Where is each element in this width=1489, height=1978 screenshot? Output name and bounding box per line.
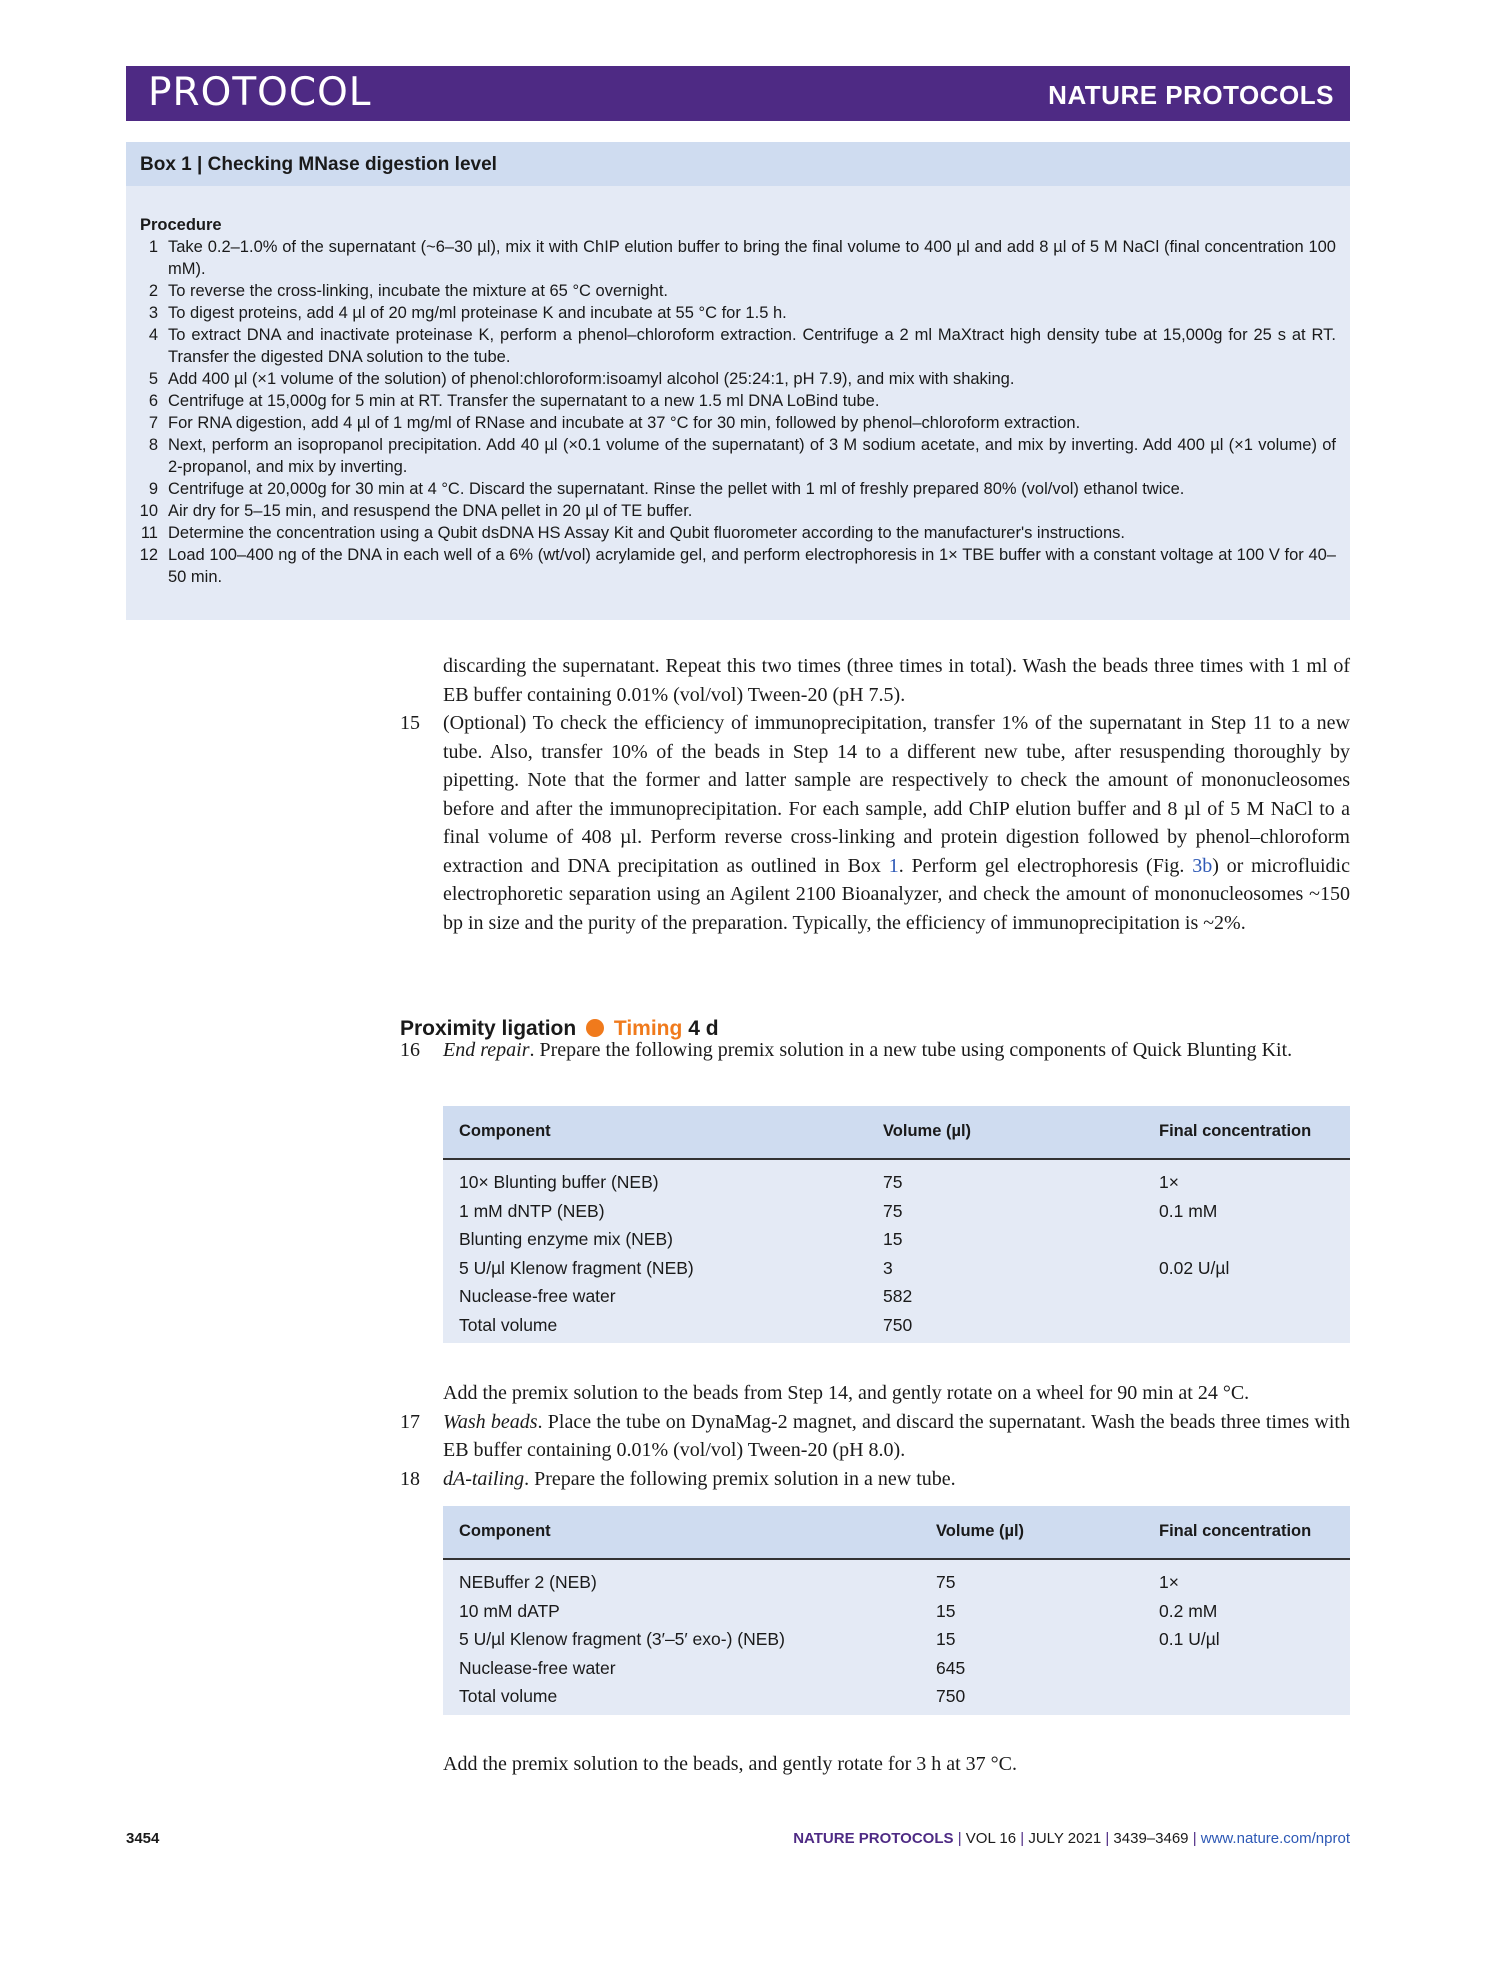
main-text-block-3 xyxy=(400,1750,1350,1779)
column-header: Component xyxy=(459,1522,551,1540)
step-number: 4 xyxy=(148,326,158,344)
table-cell: 75 xyxy=(883,1200,903,1221)
table-cell: 0.1 mM xyxy=(1159,1200,1218,1221)
step-15-text-3: ) or microfluidic electrophoretic separation using an Agilent 2100 Bioanalyzer, and check the amount of mononucleosomes ~150 bp in size and the purity of the preparation. Typically, the efficiency of immunoprecipitation is ~2%. xyxy=(443,854,1350,934)
header-band xyxy=(126,66,1350,121)
footer-citation xyxy=(793,1830,1350,1847)
step-text: Take 0.2–1.0% of the supernatant (~6–30 µl), mix it with ChIP elution buffer to bring the final volume to 400 µl and add 8 µl of 5 M NaCl (final concentration 100 mM). xyxy=(168,238,1336,278)
procedure-step xyxy=(126,280,1350,302)
step-18 xyxy=(400,1465,1350,1494)
procedure-step xyxy=(126,522,1350,544)
column-header: Component xyxy=(459,1122,551,1140)
table-cell: Total volume xyxy=(459,1314,558,1335)
step-text: To digest proteins, add 4 µl of 20 mg/ml proteinase K and incubate at 55 °C for 1.5 h. xyxy=(168,304,787,322)
table-row xyxy=(443,1658,1350,1686)
table-cell: 1× xyxy=(1159,1172,1179,1192)
table-row xyxy=(443,1601,1350,1629)
timing-dot-icon xyxy=(586,1019,604,1037)
timing-label: Timing xyxy=(613,1017,683,1040)
section-label: PROTOCOL xyxy=(148,70,372,115)
table-cell: Total volume xyxy=(459,1686,558,1706)
procedure-step xyxy=(126,390,1350,412)
step-number: 1 xyxy=(148,238,158,256)
step-text: Next, perform an isopropanol precipitation. Add 40 µl (×0.1 volume of the supernatant) of 3 M sodium acetate, and mix by inverting. Add 400 µl (×1 volume) of 2-propanol, and mix by inverting. xyxy=(168,436,1336,476)
box-1-link[interactable]: 1 xyxy=(888,854,899,877)
footer-separator: | xyxy=(1020,1830,1025,1847)
table-end-repair xyxy=(443,1106,1350,1343)
column-header: Final concentration xyxy=(1159,1122,1312,1140)
procedure-step xyxy=(126,236,1350,280)
figure-3b-link[interactable]: 3b xyxy=(1192,854,1213,877)
step-number: 12 xyxy=(139,546,158,564)
procedure-step xyxy=(126,544,1350,588)
table-row xyxy=(443,1286,1350,1314)
step-number: 2 xyxy=(148,282,158,300)
procedure-heading: Procedure xyxy=(140,216,222,234)
step-15-text-2: . Perform gel electrophoresis (Fig. xyxy=(898,854,1193,877)
column-header: Final concentration xyxy=(1159,1522,1312,1540)
box-title: Box 1 | Checking MNase digestion level xyxy=(140,154,497,175)
footer-date: JULY 2021 xyxy=(1028,1830,1102,1847)
table-cell: 75 xyxy=(883,1172,903,1192)
table-cell: 645 xyxy=(936,1657,966,1678)
procedure-step xyxy=(126,302,1350,324)
step-text: Load 100–400 ng of the DNA in each well of a 6% (wt/vol) acrylamide gel, and perform electrophoresis in 1× TBE buffer with a constant voltage at 100 V for 40–50 min. xyxy=(168,546,1336,586)
step-17-text: . Place the tube on DynaMag-2 magnet, and discard the supernatant. Wash the beads three times with EB buffer containing 0.01% (vol/vol) Tween-20 (pH 8.0). xyxy=(443,1410,1350,1461)
step-16-text: . Prepare the following premix solution in a new tube using components of Quick Blunting Kit. xyxy=(529,1039,1293,1061)
step-number: 18 xyxy=(400,1467,420,1490)
footer-separator: | xyxy=(1105,1830,1110,1847)
table-row xyxy=(443,1172,1350,1200)
box-1 xyxy=(126,142,1350,620)
table-cell: Nuclease-free water xyxy=(459,1657,616,1678)
main-text-block-1 xyxy=(400,652,1350,937)
journal-title: NATURE PROTOCOLS xyxy=(1048,80,1334,110)
table-cell: 0.02 U/µl xyxy=(1159,1257,1230,1278)
after-table-2 xyxy=(400,1750,1350,1779)
table-da-tailing xyxy=(443,1506,1350,1715)
column-header: Volume (µl) xyxy=(936,1522,1025,1540)
step-text: Centrifuge at 20,000g for 30 min at 4 °C. Discard the supernatant. Rinse the pellet with 1 ml of freshly prepared 80% (vol/vol) ethanol twice. xyxy=(168,480,1185,498)
after-table-1 xyxy=(400,1379,1350,1408)
table-cell: 1 mM dNTP (NEB) xyxy=(459,1200,605,1221)
step-number: 10 xyxy=(139,502,158,520)
footer-volume: VOL 16 xyxy=(965,1830,1017,1847)
table-row xyxy=(443,1315,1350,1343)
step-text: Air dry for 5–15 min, and resuspend the DNA pellet in 20 µl of TE buffer. xyxy=(168,502,693,520)
step-16-block xyxy=(400,1036,1350,1065)
table-cell: 1× xyxy=(1159,1572,1179,1592)
step-number: 7 xyxy=(148,414,158,432)
after-table-2-text: Add the premix solution to the beads, and gently rotate for 3 h at 37 °C. xyxy=(443,1753,1017,1775)
step-text: To reverse the cross-linking, incubate the mixture at 65 °C overnight. xyxy=(168,282,669,300)
table-row xyxy=(443,1258,1350,1286)
table-cell: 10× Blunting buffer (NEB) xyxy=(459,1172,659,1192)
step-number: 9 xyxy=(148,480,158,498)
step-18-text: . Prepare the following premix solution in a new tube. xyxy=(524,1467,956,1490)
table-cell: 3 xyxy=(883,1257,893,1278)
footer-separator: | xyxy=(1192,1830,1197,1847)
table-cell: Nuclease-free water xyxy=(459,1286,616,1306)
step-number: 11 xyxy=(140,524,158,542)
step-number: 16 xyxy=(400,1039,420,1061)
continuation-text: discarding the supernatant. Repeat this two times (three times in total). Wash the beads three times with 1 ml of EB buffer containing 0.01% (vol/vol) Tween-20 (pH 7.5). xyxy=(443,655,1350,706)
table-cell: 75 xyxy=(936,1572,956,1592)
procedure-step xyxy=(126,434,1350,478)
table-cell: 10 mM dATP xyxy=(459,1600,560,1621)
step-17 xyxy=(400,1408,1350,1465)
procedure-step xyxy=(126,500,1350,522)
table-cell: 0.2 mM xyxy=(1159,1600,1218,1621)
table-row xyxy=(443,1201,1350,1229)
table-header xyxy=(443,1106,1350,1160)
table-cell: 5 U/µl Klenow fragment (NEB) xyxy=(459,1257,694,1278)
table-cell: 15 xyxy=(936,1600,956,1621)
table-cell: 5 U/µl Klenow fragment (3′–5′ exo-) (NEB) xyxy=(459,1629,785,1649)
table-row xyxy=(443,1686,1350,1714)
step-text: To extract DNA and inactivate proteinase K, perform a phenol–chloroform extraction. Centrifuge a 2 ml MaXtract high density tube at 15,000g for 25 s at RT. Transfer the digested DNA solution to the tube. xyxy=(168,326,1336,366)
box-title-bar xyxy=(126,142,1350,186)
table-cell: 582 xyxy=(883,1286,913,1306)
step-number: 15 xyxy=(400,712,420,734)
column-header: Volume (µl) xyxy=(883,1122,972,1140)
table-row xyxy=(443,1572,1350,1600)
step-17-title: Wash beads xyxy=(443,1410,538,1433)
table-cell: Blunting enzyme mix (NEB) xyxy=(459,1229,673,1249)
step-text: Centrifuge at 15,000g for 5 min at RT. Transfer the supernatant to a new 1.5 ml DNA LoBind tube. xyxy=(168,392,880,410)
step-text: Add 400 µl (×1 volume of the solution) of phenol:chloroform:isoamyl alcohol (25:24:1, pH 7.9), and mix with shaking. xyxy=(168,370,1015,388)
footer-url-link[interactable]: www.nature.com/nprot xyxy=(1200,1830,1350,1847)
step-text: Determine the concentration using a Qubit dsDNA HS Assay Kit and Qubit fluorometer according to the manufacturer's instructions. xyxy=(168,524,1125,542)
step-16 xyxy=(400,1036,1350,1065)
procedure-step xyxy=(126,412,1350,434)
table-row xyxy=(443,1629,1350,1657)
section-title: Proximity ligation xyxy=(400,1017,577,1040)
step-number: 3 xyxy=(148,304,158,322)
step-number: 6 xyxy=(148,392,158,410)
footer-separator: | xyxy=(957,1830,962,1847)
step-18-title: dA-tailing xyxy=(443,1467,525,1490)
table-cell: 15 xyxy=(883,1229,903,1249)
table-header xyxy=(443,1506,1350,1560)
table-cell: NEBuffer 2 (NEB) xyxy=(459,1572,597,1592)
step-number: 8 xyxy=(148,436,158,454)
procedure-step xyxy=(126,324,1350,368)
table-cell: 750 xyxy=(883,1314,913,1335)
step-16-title: End repair xyxy=(443,1039,530,1061)
step-15-text-1: (Optional) To check the efficiency of immunoprecipitation, transfer 1% of the supernatant in Step 11 to a new tube. Also, transfer 10% of the beads in Step 14 to a different new tube, after resuspending thoroughly by pipetting. Note that the former and latter sample are respectively to check the amount of mononucleosomes before and after the immunoprecipitation. For each sample, add ChIP elution buffer and 8 µl of 5 M NaCl to a final volume of 408 µl. Perform reverse cross-linking and protein digestion followed by phenol–chloroform extraction and DNA precipitation as outlined in Box xyxy=(443,712,1350,877)
table-cell: 15 xyxy=(936,1629,956,1649)
procedure-step xyxy=(126,368,1350,390)
footer-journal: NATURE PROTOCOLS xyxy=(793,1830,954,1847)
footer-pages: 3439–3469 xyxy=(1113,1830,1189,1847)
procedure-step xyxy=(126,478,1350,500)
main-text-block-2 xyxy=(400,1379,1350,1493)
table-cell: 750 xyxy=(936,1686,966,1706)
continuation-paragraph xyxy=(400,652,1350,709)
page-number: 3454 xyxy=(126,1830,160,1847)
timing-value: 4 d xyxy=(688,1017,719,1040)
step-text: For RNA digestion, add 4 µl of 1 mg/ml of RNase and incubate at 37 °C for 30 min, followed by phenol–chloroform extraction. xyxy=(168,414,1081,432)
step-number: 5 xyxy=(148,370,158,388)
after-table-1-text: Add the premix solution to the beads from Step 14, and gently rotate on a wheel for 90 min at 24 °C. xyxy=(443,1382,1250,1404)
step-number: 17 xyxy=(400,1410,420,1433)
step-15 xyxy=(400,709,1350,937)
table-row xyxy=(443,1229,1350,1257)
table-cell: 0.1 U/µl xyxy=(1159,1629,1220,1649)
procedure-steps xyxy=(126,236,1350,588)
